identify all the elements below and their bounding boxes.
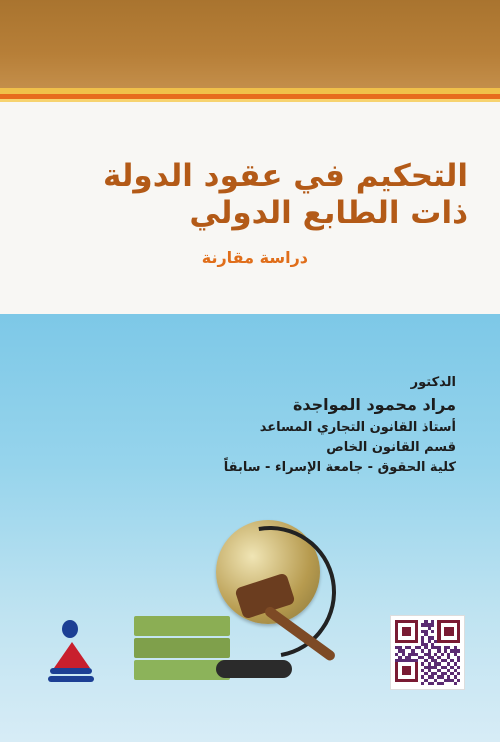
author-affiliation: كلية الحقوق - جامعة الإسراء - سابقاً [223,460,456,475]
author-position: أستاذ القانون التجاري المساعد [259,420,456,435]
author-name: مراد محمود المواجدة [292,395,456,414]
books-icon [134,638,230,658]
qr-code-icon [391,616,464,689]
publisher-logo-icon [40,610,104,690]
book-subtitle: دراسة مقارنة [201,248,308,267]
books-icon [134,616,230,636]
book-title-line-2: ذات الطابع الدولي [189,195,468,231]
author-title: الدكتور [410,375,456,390]
gavel-base-icon [216,660,292,678]
law-illustration [128,520,348,710]
author-department: قسم القانون الخاص [326,440,456,455]
top-band [0,0,500,90]
book-title-line-1: التحكيم في عقود الدولة [102,158,468,194]
